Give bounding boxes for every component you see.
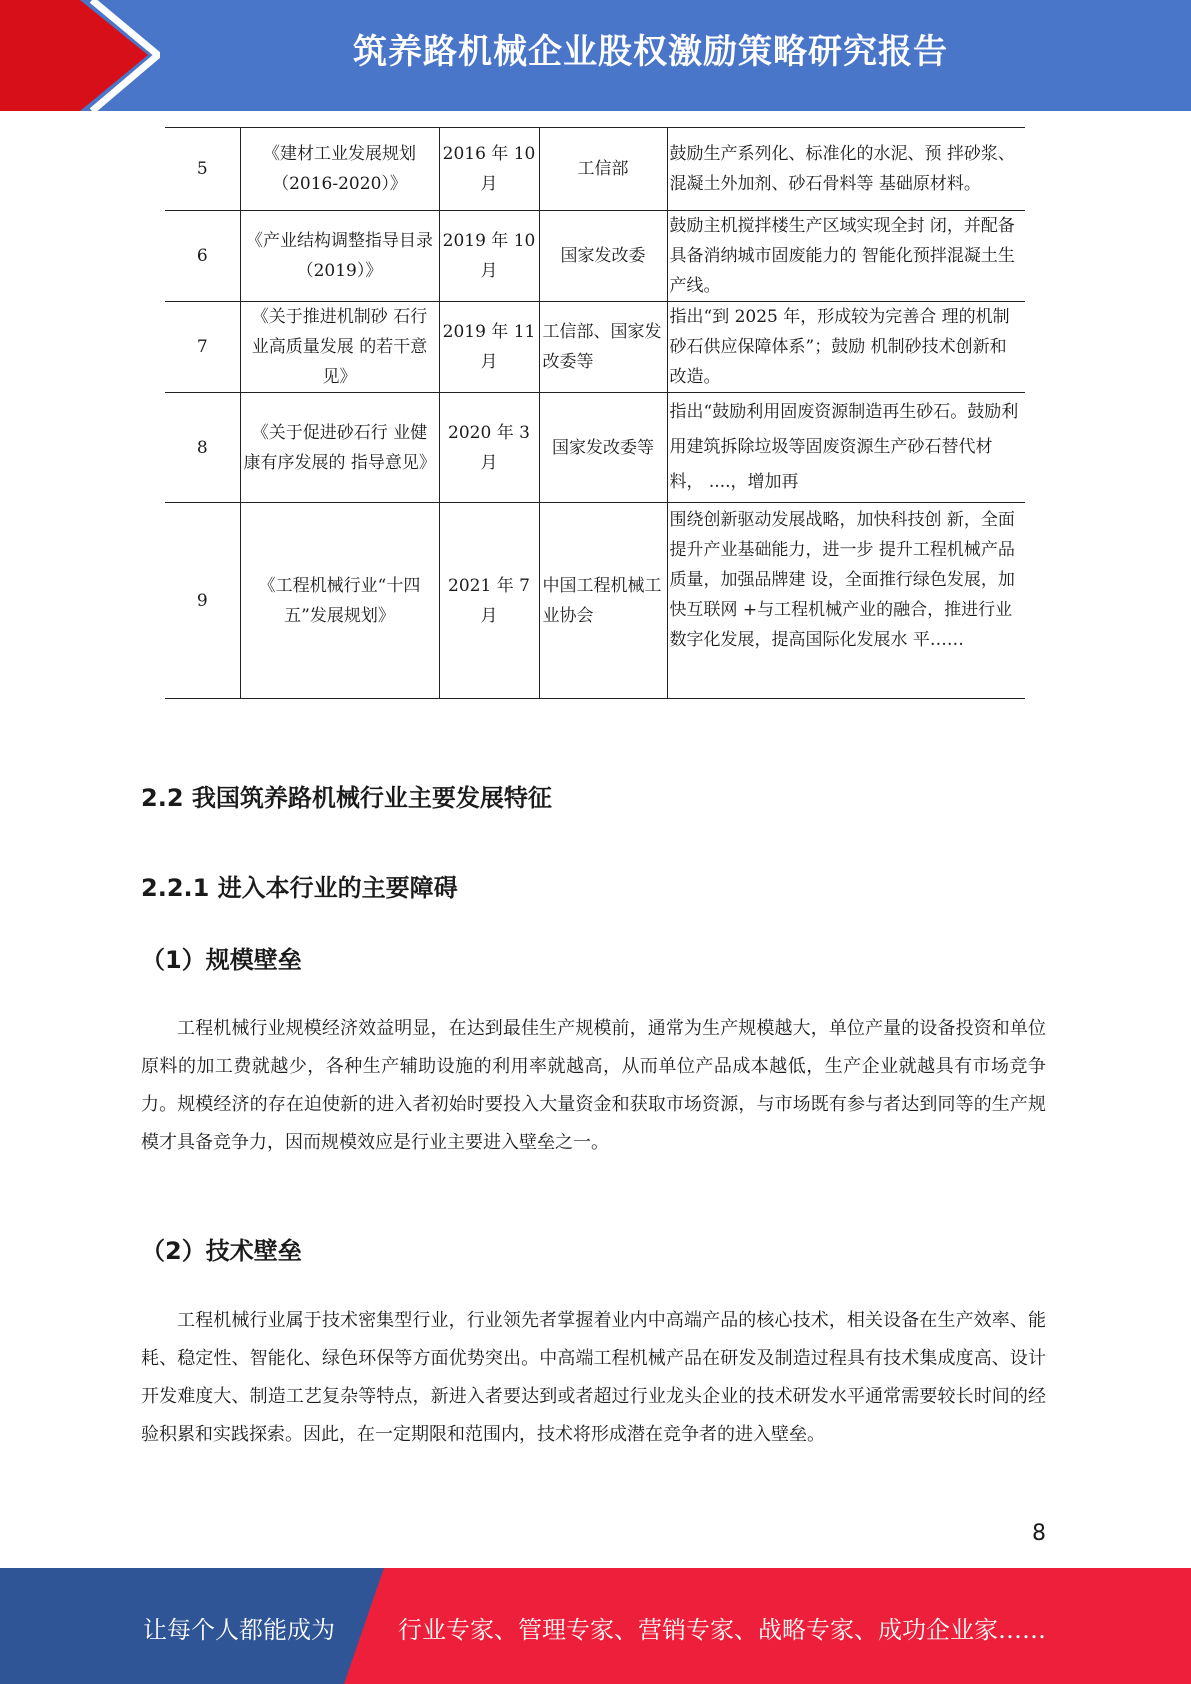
policy-description: 指出“到 2025 年，形成较为完善合 理的机制砂石供应保障体系”；鼓励 机制砂技术创新和改造。 — [667, 302, 1025, 393]
issue-date: 2016 年 10 月 — [439, 128, 539, 211]
barrier-heading-scale: （1）规模壁垒 — [141, 946, 302, 974]
document-name: 《关于推进机制砂 石行业高质量发展 的若干意见》 — [240, 302, 439, 393]
issue-date: 2019 年 10 月 — [439, 211, 539, 302]
document-name: 《关于促进砂石行 业健康有序发展的 指导意见》 — [240, 393, 439, 503]
issuing-department: 工信部、国家发改委等 — [539, 302, 667, 393]
page-header — [0, 0, 1191, 111]
table-row — [165, 503, 1025, 699]
paragraph-scale-barrier: 工程机械行业规模经济效益明显，在达到最佳生产规模前，通常为生产规模越大，单位产量的设备投资和单位原料的加工费就越少，各种生产辅助设施的利用率就越高，从而单位产品成本越低，生产企业就越具有市场竞争力。规模经济的存在迫使新的进入者初始时要投入大量资金和获取市场资源，与市场既有参与者达到同等的生产规模才具备竞争力，因而规模效应是行业主要进入壁垒之一。 — [141, 1018, 1046, 1153]
report-title: 筑养路机械企业股权激励策略研究报告 — [353, 32, 948, 72]
section-heading: 2.2 我国筑养路机械行业主要发展特征 — [141, 784, 552, 812]
row-number: 6 — [165, 211, 240, 302]
document-name: 《建材工业发展规划（2016-2020）》 — [240, 128, 439, 211]
issue-date: 2019 年 11 月 — [439, 302, 539, 393]
issuing-department: 工信部 — [539, 128, 667, 211]
table-row — [165, 302, 1025, 393]
row-number: 7 — [165, 302, 240, 393]
document-name: 《工程机械行业“十四五”发展规划》 — [240, 503, 439, 699]
policy-description: 指出“鼓励利用固废资源制造再生砂石。鼓励利用建筑拆除垃圾等固废资源生产砂石替代材料， ....，增加再 — [667, 393, 1025, 503]
policy-description: 鼓励生产系列化、标准化的水泥、预 拌砂浆、混凝土外加剂、砂石骨料等 基础原材料。 — [667, 128, 1025, 211]
issuing-department: 中国工程机械工业协会 — [539, 503, 667, 699]
page-number: 8 — [1032, 1521, 1046, 1546]
issue-date: 2020 年 3 月 — [439, 393, 539, 503]
row-number: 8 — [165, 393, 240, 503]
policy-description: 围绕创新驱动发展战略，加快科技创 新，全面提升产业基础能力，进一步 提升工程机械产品质量，加强品牌建 设，全面推行绿色发展，加快互联网 +与工程机械产业的融合，推进行业 数字化发展，提高国际化发展水 平…… — [667, 503, 1025, 699]
issuing-department: 国家发改委等 — [539, 393, 667, 503]
table-row — [165, 211, 1025, 302]
policy-table — [165, 127, 1025, 699]
row-number: 9 — [165, 503, 240, 699]
policy-description: 鼓励主机搅拌楼生产区域实现全封 闭，并配备具备消纳城市固废能力的 智能化预拌混凝土生产线。 — [667, 211, 1025, 302]
footer-slogan-right: 行业专家、管理专家、营销专家、战略专家、成功企业家…… — [398, 1616, 1046, 1644]
paragraph-technology-barrier: 工程机械行业属于技术密集型行业，行业领先者掌握着业内中高端产品的核心技术，相关设备在生产效率、能耗、稳定性、智能化、绿色环保等方面优势突出。中高端工程机械产品在研发及制造过程具有技术集成度高、设计开发难度大、制造工艺复杂等特点，新进入者要达到或者超过行业龙头企业的技术研发水平通常需要较长时间的经验积累和实践探索。因此，在一定期限和范围内，技术将形成潜在竞争者的进入壁垒。 — [141, 1310, 1046, 1445]
header-red-arrow-decoration — [0, 0, 160, 111]
footer-slogan-left: 让每个人都能成为 — [143, 1616, 335, 1644]
issuing-department: 国家发改委 — [539, 211, 667, 302]
row-number: 5 — [165, 128, 240, 211]
table-row — [165, 393, 1025, 503]
subsection-heading: 2.2.1 进入本行业的主要障碍 — [141, 874, 458, 902]
page-footer — [0, 1568, 1191, 1684]
issue-date: 2021 年 7 月 — [439, 503, 539, 699]
document-name: 《产业结构调整指导目录（2019）》 — [240, 211, 439, 302]
barrier-heading-technology: （2）技术壁垒 — [141, 1237, 302, 1265]
table-row — [165, 128, 1025, 211]
